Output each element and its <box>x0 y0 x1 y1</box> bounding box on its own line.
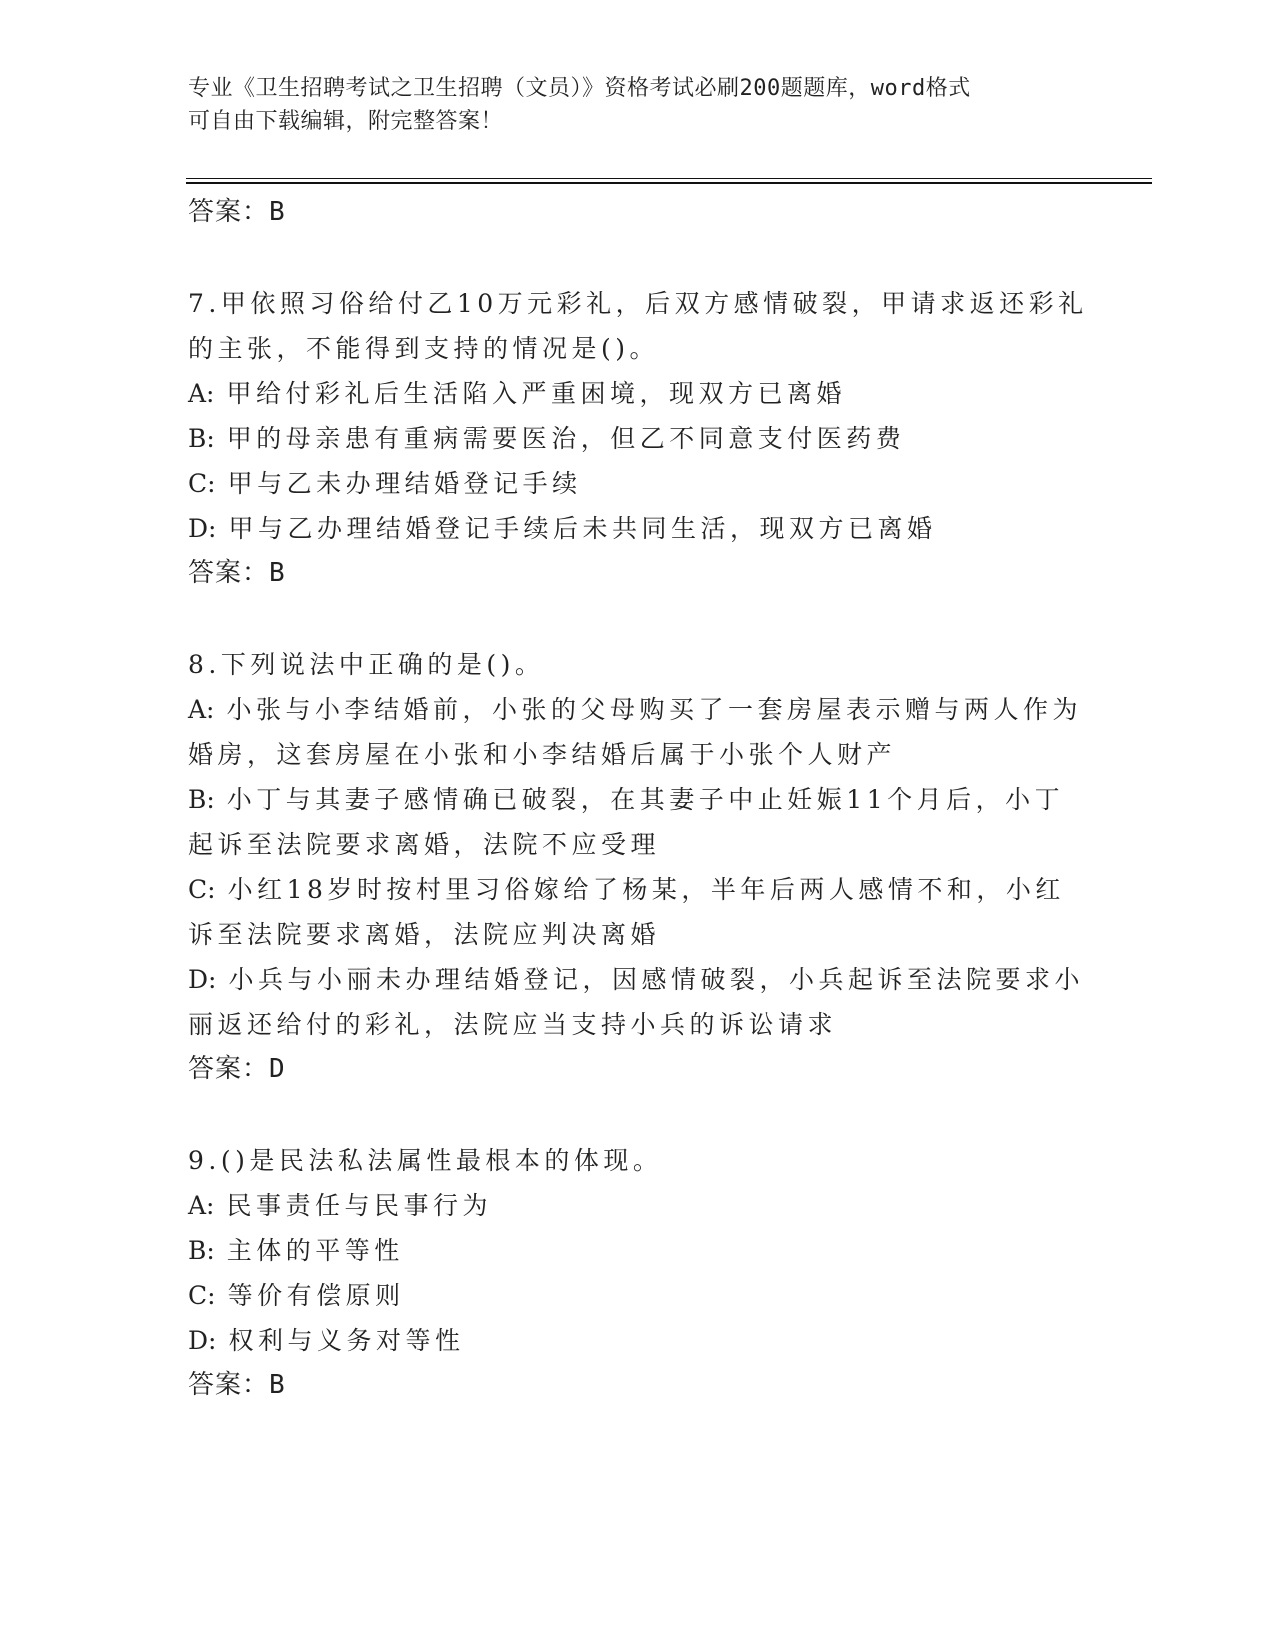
option-text: 小红18岁时按村里习俗嫁给了杨某，半年后两人感情不和，小红 <box>227 875 1065 904</box>
answer-label: 答案： <box>188 1054 270 1084</box>
option-a <box>188 1183 1088 1228</box>
option-label: A: <box>188 379 215 408</box>
answer-label: 答案： <box>188 1370 270 1400</box>
question-9 <box>188 1138 1088 1408</box>
page-header <box>188 72 1068 138</box>
option-d <box>188 506 1088 551</box>
header-line-1: 专业《卫生招聘考试之卫生招聘（文员）》资格考试必刷200题题库，word格式 <box>188 76 971 101</box>
question-stem-line: 9.()是民法私法属性最根本的体现。 <box>188 1146 663 1175</box>
option-a-continued: 婚房，这套房屋在小张和小李结婚后属于小张个人财产 <box>188 740 897 769</box>
option-label: C: <box>188 1281 216 1310</box>
option-label: B: <box>188 1236 215 1265</box>
option-text: 小张与小李结婚前，小张的父母购买了一套房屋表示赠与两人作为 <box>226 695 1082 724</box>
option-label: C: <box>188 875 216 904</box>
option-d <box>188 957 1088 1002</box>
answer-label: 答案： <box>188 558 270 588</box>
option-label: B: <box>188 785 215 814</box>
previous-answer <box>188 190 1088 235</box>
question-stem-line: 7.甲依照习俗给付乙10万元彩礼，后双方感情破裂，甲请求返还彩礼 <box>188 289 1088 318</box>
option-a <box>188 371 1088 416</box>
option-text: 权利与义务对等性 <box>228 1326 465 1355</box>
header-divider-thick <box>186 182 1152 184</box>
option-text: 甲与乙未办理结婚登记手续 <box>227 469 582 498</box>
question-stem-line: 8.下列说法中正确的是()。 <box>188 650 545 679</box>
option-text: 甲与乙办理结婚登记手续后未共同生活，现双方已离婚 <box>228 514 937 543</box>
question-answer <box>188 1047 1088 1092</box>
question-content <box>188 190 1088 1408</box>
option-b-continued: 起诉至法院要求离婚，法院不应受理 <box>188 830 661 859</box>
question-answer <box>188 551 1088 596</box>
option-label: D: <box>188 1326 217 1355</box>
option-b <box>188 416 1088 461</box>
option-a <box>188 687 1088 732</box>
option-text: 甲的母亲患有重病需要医治，但乙不同意支付医药费 <box>226 424 906 453</box>
answer-label: 答案： <box>188 197 270 227</box>
question-answer <box>188 1363 1088 1408</box>
option-label: D: <box>188 965 217 994</box>
option-label: D: <box>188 514 217 543</box>
option-b <box>188 777 1088 822</box>
option-text: 主体的平等性 <box>226 1236 404 1265</box>
option-c <box>188 867 1088 912</box>
question-7 <box>188 281 1088 596</box>
option-text: 甲给付彩礼后生活陷入严重困境，现双方已离婚 <box>226 379 846 408</box>
option-text: 等价有偿原则 <box>227 1281 405 1310</box>
answer-value: B <box>269 1370 286 1400</box>
option-label: B: <box>188 424 215 453</box>
option-d-continued: 丽返还给付的彩礼，法院应当支持小兵的诉讼请求 <box>188 1010 838 1039</box>
option-b <box>188 1228 1088 1273</box>
answer-value: B <box>269 197 286 227</box>
question-stem-line: 的主张，不能得到支持的情况是()。 <box>188 334 660 363</box>
option-text: 民事责任与民事行为 <box>226 1191 492 1220</box>
question-8 <box>188 642 1088 1092</box>
option-c-continued: 诉至法院要求离婚，法院应判决离婚 <box>188 920 661 949</box>
answer-value: B <box>269 558 286 588</box>
option-text: 小兵与小丽未办理结婚登记，因感情破裂，小兵起诉至法院要求小 <box>228 965 1084 994</box>
option-label: A: <box>188 695 215 724</box>
option-label: C: <box>188 469 216 498</box>
option-c <box>188 461 1088 506</box>
answer-value: D <box>269 1054 286 1084</box>
option-c <box>188 1273 1088 1318</box>
header-divider-thin <box>186 178 1152 179</box>
option-label: A: <box>188 1191 215 1220</box>
option-text: 小丁与其妻子感情确已破裂，在其妻子中止妊娠11个月后，小丁 <box>226 785 1065 814</box>
header-line-2: 可自由下载编辑，附完整答案！ <box>188 109 504 134</box>
option-d <box>188 1318 1088 1363</box>
